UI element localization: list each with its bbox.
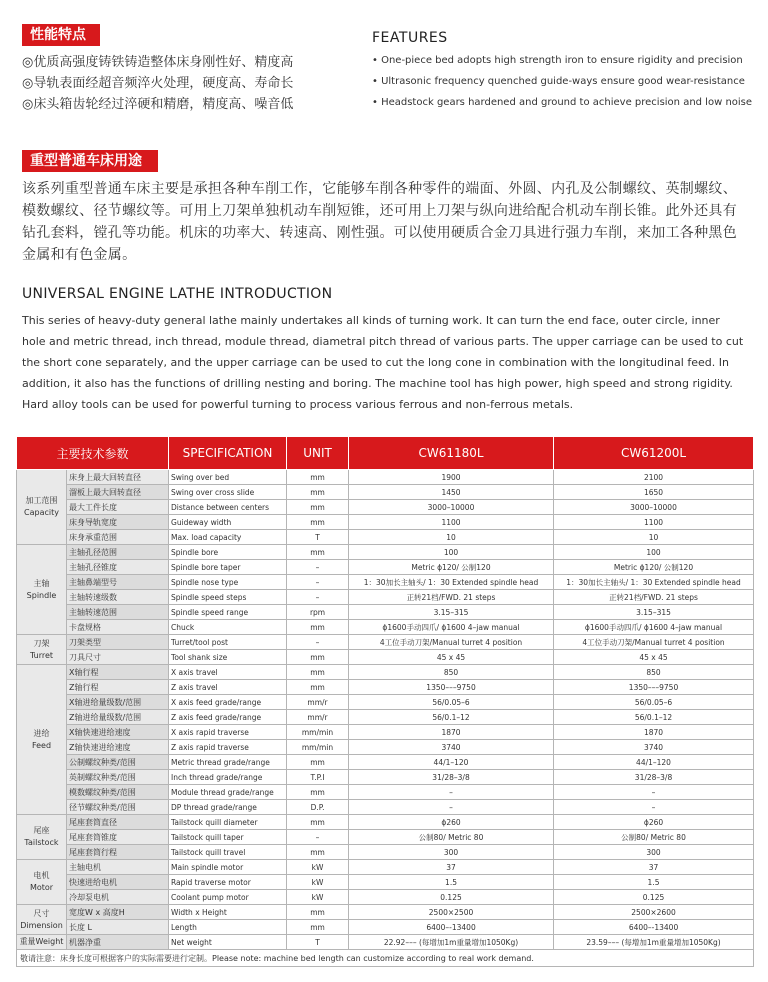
spec-value-2: ϕ1600手动四爪/ ϕ1600 4–jaw manual: [554, 620, 754, 635]
header-model-2: CW61200L: [554, 437, 754, 470]
spec-name-cn: 主轴孔径锥度: [67, 560, 169, 575]
spec-value-1: 4工位手动刀架/Manual turret 4 position: [349, 635, 554, 650]
spec-group-label: 电机 Motor: [17, 860, 67, 905]
spec-name-cn: 机器净重: [67, 935, 169, 950]
spec-name-en: Turret/tool post: [169, 635, 287, 650]
spec-row: [17, 545, 754, 560]
spec-body: [17, 470, 754, 967]
spec-unit: mm: [287, 785, 349, 800]
spec-row: [17, 710, 754, 725]
features-en-list: [372, 50, 752, 113]
spec-unit: mm/min: [287, 740, 349, 755]
header-unit: UNIT: [287, 437, 349, 470]
spec-name-en: X axis travel: [169, 665, 287, 680]
spec-unit: mm: [287, 755, 349, 770]
spec-value-2: –: [554, 800, 754, 815]
spec-unit: mm: [287, 470, 349, 485]
spec-name-en: Spindle speed range: [169, 605, 287, 620]
spec-value-2: 1100: [554, 515, 754, 530]
spec-unit: mm: [287, 500, 349, 515]
spec-name-cn: 卡盘规格: [67, 620, 169, 635]
features-cn-item: ◎优质高强度铸铁铸造整体床身刚性好、精度高: [22, 55, 294, 70]
spec-value-2: 正转21档/FWD. 21 steps: [554, 590, 754, 605]
spec-unit: mm/r: [287, 710, 349, 725]
spec-name-en: DP thread grade/range: [169, 800, 287, 815]
spec-value-1: 31/28–3/8: [349, 770, 554, 785]
spec-value-1: ϕ1600手动四爪/ ϕ1600 4–jaw manual: [349, 620, 554, 635]
spec-row: [17, 815, 754, 830]
spec-group-label: 尺寸 Dimension: [17, 905, 67, 935]
spec-name-cn: 宽度W x 高度H: [67, 905, 169, 920]
spec-unit: mm: [287, 845, 349, 860]
spec-value-1: 1870: [349, 725, 554, 740]
spec-value-2: 23.59––– (每增加1m重量增加1050Kg): [554, 935, 754, 950]
spec-row: [17, 860, 754, 875]
spec-value-2: 850: [554, 665, 754, 680]
spec-value-2: 1：30加长主轴头/ 1：30 Extended spindle head: [554, 575, 754, 590]
spec-unit: mm: [287, 920, 349, 935]
features-en-item: • Ultrasonic frequency quenched guide-ways ensure good wear-resistance: [372, 76, 745, 87]
spec-value-2: 1650: [554, 485, 754, 500]
spec-name-cn: Z轴进给量级数/范围: [67, 710, 169, 725]
features-cn-tag: 性能特点: [22, 24, 100, 46]
spec-value-2: 2100: [554, 470, 754, 485]
spec-group-label: 加工范围 Capacity: [17, 470, 67, 545]
spec-note: 敬请注意：床身长度可根据客户的实际需要进行定制。Please note: machine bed length can customize according to real work demand.: [17, 950, 754, 967]
spec-value-1: –: [349, 785, 554, 800]
spec-value-2: 1350–––9750: [554, 680, 754, 695]
spec-value-2: 100: [554, 545, 754, 560]
spec-row: [17, 515, 754, 530]
spec-value-2: 3.15–315: [554, 605, 754, 620]
spec-value-1: 6400–-13400: [349, 920, 554, 935]
features-cn-item: ◎床头箱齿轮经过淬硬和精磨，精度高、噪音低: [22, 97, 294, 112]
spec-name-en: Net weight: [169, 935, 287, 950]
spec-name-cn: 主轴鼻端型号: [67, 575, 169, 590]
spec-row: [17, 740, 754, 755]
spec-name-cn: 溜板上最大回转直径: [67, 485, 169, 500]
spec-value-1: 1350–––9750: [349, 680, 554, 695]
spec-unit: mm: [287, 665, 349, 680]
spec-row: [17, 905, 754, 920]
spec-row: [17, 590, 754, 605]
spec-value-2: 45 x 45: [554, 650, 754, 665]
spec-value-1: 300: [349, 845, 554, 860]
spec-name-en: Z axis rapid traverse: [169, 740, 287, 755]
features-en-item: • One-piece bed adopts high strength iron to ensure rigidity and precision: [372, 55, 743, 66]
spec-row: [17, 680, 754, 695]
spec-name-cn: 主轴转速级数: [67, 590, 169, 605]
spec-unit: mm/min: [287, 725, 349, 740]
spec-row: [17, 665, 754, 680]
spec-row: [17, 755, 754, 770]
spec-name-en: Length: [169, 920, 287, 935]
spec-unit: –: [287, 560, 349, 575]
spec-row: [17, 560, 754, 575]
intro-en-paragraph: This series of heavy-duty general lathe mainly undertakes all kinds of turning work. It can turn the end face, outer circle, inner hole and metric thread, inch thread, module thread, diametral pitch thread of various parts. The upper carriage can be used to cut the short cone separately, and the upper carriage can be used to cut the long cone in combination with the longitudinal feed. In addition, it also has the functions of drilling nesting and boring. The machine tool has high power, high speed and strong rigidity. Hard alloy tools can be used for powerful turning to process various ferrous and non-ferrous metals.: [22, 314, 744, 411]
spec-name-en: Coolant pump motor: [169, 890, 287, 905]
spec-value-2: ϕ260: [554, 815, 754, 830]
spec-name-cn: X轴进给量级数/范围: [67, 695, 169, 710]
spec-name-en: Tool shank size: [169, 650, 287, 665]
spec-name-en: Guideway width: [169, 515, 287, 530]
spec-value-1: 正转21档/FWD. 21 steps: [349, 590, 554, 605]
spec-value-1: 1.5: [349, 875, 554, 890]
spec-value-2: 1.5: [554, 875, 754, 890]
spec-name-en: Rapid traverse motor: [169, 875, 287, 890]
features-cn-list: [22, 52, 293, 115]
spec-name-cn: 尾座套筒直径: [67, 815, 169, 830]
spec-unit: mm: [287, 515, 349, 530]
spec-unit: –: [287, 590, 349, 605]
spec-unit: D.P.: [287, 800, 349, 815]
spec-row: [17, 845, 754, 860]
spec-row: [17, 890, 754, 905]
spec-value-1: 3000–10000: [349, 500, 554, 515]
spec-row: [17, 500, 754, 515]
spec-value-1: 44/1–120: [349, 755, 554, 770]
header-model-1: CW61180L: [349, 437, 554, 470]
spec-value-1: 22.92––– (每增加1m重量增加1050Kg): [349, 935, 554, 950]
header-param-cn: 主要技术参数: [17, 437, 169, 470]
spec-unit: T: [287, 935, 349, 950]
spec-value-2: –: [554, 785, 754, 800]
spec-row: [17, 800, 754, 815]
spec-name-en: Swing over bed: [169, 470, 287, 485]
spec-unit: mm: [287, 815, 349, 830]
spec-row: [17, 875, 754, 890]
spec-name-en: Spindle bore taper: [169, 560, 287, 575]
spec-name-en: Main spindle motor: [169, 860, 287, 875]
spec-value-1: 1450: [349, 485, 554, 500]
spec-name-en: Metric thread grade/range: [169, 755, 287, 770]
spec-group-label: 主轴 Spindle: [17, 545, 67, 635]
spec-name-cn: 主轴转速范围: [67, 605, 169, 620]
spec-name-cn: 尾座套筒锥度: [67, 830, 169, 845]
spec-name-en: Tailstock quill travel: [169, 845, 287, 860]
spec-unit: –: [287, 830, 349, 845]
spec-value-2: 0.125: [554, 890, 754, 905]
spec-value-1: 0.125: [349, 890, 554, 905]
spec-name-en: Width x Height: [169, 905, 287, 920]
spec-value-1: ϕ260: [349, 815, 554, 830]
spec-name-cn: 快速进给电机: [67, 875, 169, 890]
spec-group-label: 刀架 Turret: [17, 635, 67, 665]
spec-value-1: Metric ϕ120/ 公制120: [349, 560, 554, 575]
spec-unit: kW: [287, 860, 349, 875]
spec-name-cn: 主轴孔径范围: [67, 545, 169, 560]
spec-group-label: 进给 Feed: [17, 665, 67, 815]
spec-unit: mm: [287, 620, 349, 635]
spec-name-cn: 床身导轨宽度: [67, 515, 169, 530]
spec-row: [17, 920, 754, 935]
spec-unit: –: [287, 575, 349, 590]
spec-name-en: Tailstock quill diameter: [169, 815, 287, 830]
spec-group-label: 尾座 Tailstock: [17, 815, 67, 860]
spec-name-en: X axis rapid traverse: [169, 725, 287, 740]
spec-name-cn: 床身承重范围: [67, 530, 169, 545]
spec-name-cn: X轴快速进给速度: [67, 725, 169, 740]
spec-name-cn: 刀具尺寸: [67, 650, 169, 665]
spec-row: [17, 470, 754, 485]
spec-name-cn: 模数螺纹种类/范围: [67, 785, 169, 800]
spec-row: [17, 575, 754, 590]
spec-name-cn: 径节螺纹种类/范围: [67, 800, 169, 815]
spec-value-2: 56/0.05–6: [554, 695, 754, 710]
spec-unit: mm: [287, 905, 349, 920]
spec-value-2: 56/0.1–12: [554, 710, 754, 725]
spec-row: [17, 530, 754, 545]
spec-name-en: Spindle bore: [169, 545, 287, 560]
spec-name-cn: 长度 L: [67, 920, 169, 935]
spec-name-cn: 英制螺纹种类/范围: [67, 770, 169, 785]
spec-name-en: Swing over cross slide: [169, 485, 287, 500]
spec-row: [17, 485, 754, 500]
spec-unit: mm: [287, 650, 349, 665]
spec-row: [17, 830, 754, 845]
spec-name-en: Spindle nose type: [169, 575, 287, 590]
spec-name-cn: 最大工件长度: [67, 500, 169, 515]
spec-value-1: 45 x 45: [349, 650, 554, 665]
spec-value-1: –: [349, 800, 554, 815]
spec-value-1: 3.15–315: [349, 605, 554, 620]
spec-value-2: 37: [554, 860, 754, 875]
spec-row: [17, 935, 754, 950]
spec-value-2: 3000–10000: [554, 500, 754, 515]
features-en-title: FEATURES: [372, 30, 448, 46]
spec-unit: mm/r: [287, 695, 349, 710]
spec-note-row: [17, 950, 754, 967]
spec-value-1: 850: [349, 665, 554, 680]
spec-name-en: Distance between centers: [169, 500, 287, 515]
spec-table: [16, 436, 754, 967]
spec-unit: –: [287, 635, 349, 650]
spec-name-cn: X轴行程: [67, 665, 169, 680]
spec-unit: T: [287, 530, 349, 545]
spec-name-en: Tailstock quill taper: [169, 830, 287, 845]
spec-value-1: 1100: [349, 515, 554, 530]
usage-cn-tag: 重型普通车床用途: [22, 150, 158, 172]
spec-name-cn: 刀架类型: [67, 635, 169, 650]
spec-unit: mm: [287, 545, 349, 560]
spec-value-2: 公制80/ Metric 80: [554, 830, 754, 845]
spec-value-1: 100: [349, 545, 554, 560]
spec-unit: T.P.I: [287, 770, 349, 785]
spec-value-2: 300: [554, 845, 754, 860]
spec-value-2: 3740: [554, 740, 754, 755]
spec-row: [17, 695, 754, 710]
spec-row: [17, 725, 754, 740]
spec-row: [17, 605, 754, 620]
spec-name-cn: Z轴行程: [67, 680, 169, 695]
spec-value-1: 10: [349, 530, 554, 545]
spec-row: [17, 785, 754, 800]
spec-row: [17, 650, 754, 665]
spec-unit: kW: [287, 890, 349, 905]
spec-name-cn: Z轴快速进给速度: [67, 740, 169, 755]
spec-value-2: 10: [554, 530, 754, 545]
spec-group-label: 重量Weight: [17, 935, 67, 950]
spec-value-1: 56/0.1–12: [349, 710, 554, 725]
spec-value-2: 6400–-13400: [554, 920, 754, 935]
usage-cn-paragraph: 该系列重型普通车床主要是承担各种车削工作，它能够车削各种零件的端面、外圆、内孔及公制螺纹、英制螺纹、模数螺纹、径节螺纹等。可用上刀架单独机动车削短锥，还可用上刀架与纵向进给配合机动车削长锥。此外还具有钻孔套料，镗孔等功能。机床的功率大、转速高、刚性强。可以使用硬质合金刀具进行强力车削，来加工各种黑色金属和有色金属。: [22, 181, 737, 263]
spec-row: [17, 620, 754, 635]
spec-value-2: Metric ϕ120/ 公制120: [554, 560, 754, 575]
features-en-item: • Headstock gears hardened and ground to achieve precision and low noise: [372, 97, 753, 108]
spec-name-en: Spindle speed steps: [169, 590, 287, 605]
spec-unit: rpm: [287, 605, 349, 620]
spec-name-cn: 尾座套筒行程: [67, 845, 169, 860]
spec-name-en: Max. load capacity: [169, 530, 287, 545]
spec-value-2: 31/28–3/8: [554, 770, 754, 785]
spec-unit: mm: [287, 680, 349, 695]
spec-value-1: 56/0.05–6: [349, 695, 554, 710]
spec-value-2: 2500×2600: [554, 905, 754, 920]
spec-name-en: Inch thread grade/range: [169, 770, 287, 785]
spec-name-cn: 公制螺纹种类/范围: [67, 755, 169, 770]
spec-value-1: 公制80/ Metric 80: [349, 830, 554, 845]
spec-value-1: 1：30加长主轴头/ 1：30 Extended spindle head: [349, 575, 554, 590]
spec-unit: kW: [287, 875, 349, 890]
spec-value-1: 2500×2500: [349, 905, 554, 920]
spec-name-en: X axis feed grade/range: [169, 695, 287, 710]
spec-name-en: Chuck: [169, 620, 287, 635]
spec-value-1: 1900: [349, 470, 554, 485]
spec-value-2: 44/1–120: [554, 755, 754, 770]
spec-name-cn: 床身上最大回转直径: [67, 470, 169, 485]
spec-value-1: 3740: [349, 740, 554, 755]
spec-name-en: Z axis travel: [169, 680, 287, 695]
spec-name-cn: 冷却泵电机: [67, 890, 169, 905]
features-cn-item: ◎导轨表面经超音频淬火处理，硬度高、寿命长: [22, 76, 294, 91]
spec-value-1: 37: [349, 860, 554, 875]
spec-unit: mm: [287, 485, 349, 500]
spec-value-2: 1870: [554, 725, 754, 740]
spec-header-row: [17, 437, 754, 470]
spec-name-en: Module thread grade/range: [169, 785, 287, 800]
intro-en-title: UNIVERSAL ENGINE LATHE INTRODUCTION: [22, 286, 333, 302]
header-specification: SPECIFICATION: [169, 437, 287, 470]
spec-name-en: Z axis feed grade/range: [169, 710, 287, 725]
spec-value-2: 4工位手动刀架/Manual turret 4 position: [554, 635, 754, 650]
spec-name-cn: 主轴电机: [67, 860, 169, 875]
spec-row: [17, 635, 754, 650]
spec-row: [17, 770, 754, 785]
